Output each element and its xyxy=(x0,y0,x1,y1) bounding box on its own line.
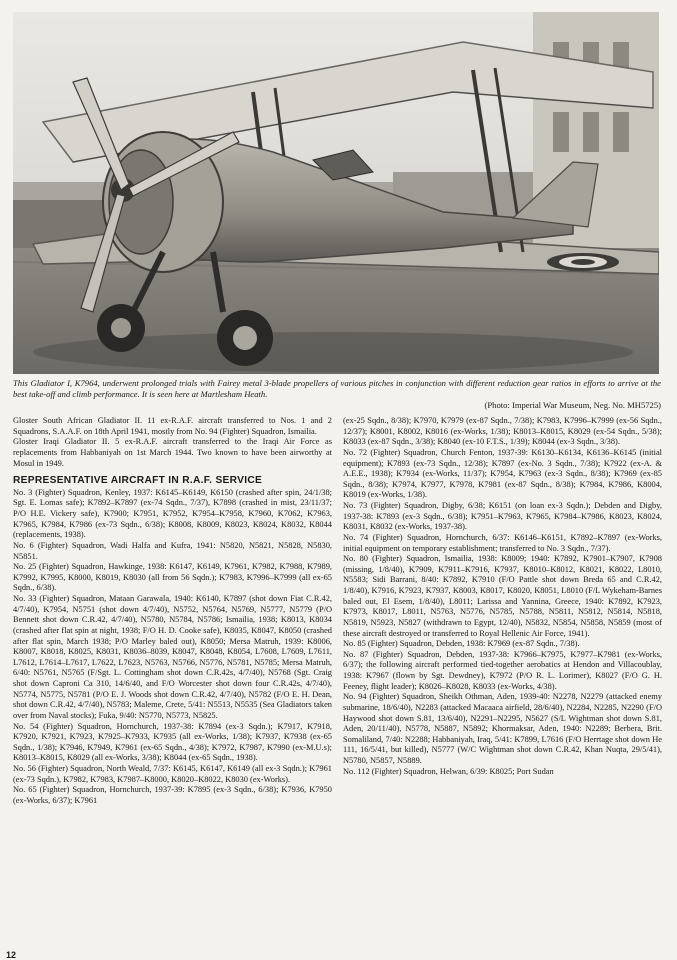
intro-paragraph-sa: Gloster South African Gladiator II. 11 ex-R.A.F. aircraft transferred to Nos. 1 and 2 Squadrons, S.A.A.F. on 18th April 1941, mostly from No. 94 (Fighter) Squadron, Ismailia. xyxy=(13,416,332,436)
squadron-entry: No. 74 (Fighter) Squadron, Hornchurch, 6/37: K6146–K6151, K7892–K7897 (ex-Works, initial equipment on temporary establishment; transferred to No. 3 Sqdn., 7/37). xyxy=(343,532,662,553)
squadron-entry: No. 87 (Fighter) Squadron, Debden, 1937-38: K7966–K7975, K7977–K7981 (ex-Works, 6/37); the following aircraft performed tied-together aerobatics at Hendon and Villacoublay, 1938: K7967 (flown by Sgt. Dewdney), K7972 (P/O R. L. Lorimer), K8027 (F/O G. H. Feeney, flight leader); K8026–K8028, K8033 (ex-Works, 4/38). xyxy=(343,649,662,691)
gladiator-illustration xyxy=(13,12,659,374)
squadron-entry: No. 73 (Fighter) Squadron, Digby, 6/38; K6151 (on loan ex-3 Sqdn.); Debden and Digby, 1937-38: K7893 (ex-3 Sqdn., 6/38); K7951–K7963, K7965, K7984–K7986, K8023, K8024, K8031, K8032 (ex-Works, 1937-38). xyxy=(343,501,662,532)
squadron-entry: No. 6 (Fighter) Squadron, Wadi Halfa and Kufra, 1941: N5820, N5821, N5828, N5830, N5851. xyxy=(13,540,332,561)
intro-paragraph-iraq: Gloster Iraqi Gladiator II. 5 ex-R.A.F. aircraft transferred to the Iraqi Air Force as replacements from Habbaniyah on 1st March 1944. Two known to have been airworthy at Mosul in 1949. xyxy=(13,437,332,468)
squadron-entry: No. 65 (Fighter) Squadron, Hornchurch, 1937-39: K7895 (ex-3 Sqdn., 6/38); K7936, K7950 (ex-Works, 6/37); K7961 xyxy=(13,785,332,805)
squadron-entry: No. 3 (Fighter) Squadron, Kenley, 1937: K6145–K6149, K6150 (crashed after spin, 24/1/38; Sgt. E. Lomas safe); K7892–K7897 (ex-74 Sqdn., 7/37), K7898 (crashed in mist, 23/11/37; P/O H.E. Vickery safe), K7900; K7951, K7952, K7954–K7958, K7960, K7062, K7963, K7965, K7984, K7986 (ex-73 Sqdn., 6/38); K8008, K8009, K8023, K8024, K8032, K8044 (replacements, 1938). xyxy=(13,487,332,540)
page-number: 12 xyxy=(6,950,17,960)
squadron-entry: No. 72 (Fighter) Squadron, Church Fenton, 1937-39: K6130–K6134, K6136–K6145 (initial equipment); K7893 (ex-73 Sqdn., 12/38); K7897 (ex-No. 3 Sqdn., 7/38); K7922 (ex-A. & A.E.E., 1938); K7934 (ex-Works, 11/37); K7954, K7963 (ex-3 Sqdn., 8/38); K7969 (ex-85 Sqdn., 8/38); K7974, K7977, K7978, K7981 (ex-87 Sqdn., 8/38); K7984, K7986, K8004, K8019 (ex-Works, 1/38). xyxy=(343,447,662,500)
photo-caption xyxy=(13,378,661,410)
squadron-entry: (ex-25 Sqdn., 8/38); K7970, K7979 (ex-87 Sqdn., 7/38); K7983, K7996–K7999 (ex-56 Sqdn., 12/37); K8001, K8002, K8016 (ex-Works, 1/38); K8013–K8015, K8029 (ex-54 Sqdn., 5/38); K8033 (ex-87 Sqdn., 3/38); K8040 (ex-10 F.T.S., 1/39); K8044 (ex-3 Sqdn., 3/38). xyxy=(343,416,662,447)
squadron-entry: No. 33 (Fighter) Squadron, Mataan Garawala, 1940: K6140, K7897 (shot down Fiat C.R.42, 4/7/40), K7954, N5751 (shot down 4/7/40), N5752, N5764, N5769, N5777, N5779 (P/O Bennett shot down C.R.42, 4/7/40), N5780, N5784, N5786; Ismailia, 1938; K8013, K8034 (crashed after flat spin at night, 1938; F/O H. D. Cooke safe), K8035, K8047, K8050 (crashed after flat spin, March 1938; P/O Marley baled out), K8050; Mersa Matruh, 1939: K8006, K8007, K8018, K8025, K8031, K8036–8039, K8047, K8048, K8054, L7608, L7609, L7611, L7612, L7614–L7617, L7622, L7623, N5763, N5766, N5776, N5781, N5785; Mersa Matruh, 6/40: N5761, N5765 (F/Sgt. L. Cottingham shot down C.R.42s, 4/7/40), N5768 (Sgt. Craig shot down Caproni Ca 310, 14/6/40, and F/O Worcester shot down four C.R.42s, 4/7/40), N5774, N5775, N5781 (P/O E. J. Woods shot down C.R.42, 4/7/40), N5782 (F/O E. H. Dean, shot down C.R.42, 4/7/40), N5783; Maleme, Crete, 5/41: N5513, N5535 (Sea Gladiators taken over from Naval stocks); Fuka, 9/40: N5770, N5773, N5825. xyxy=(13,594,332,720)
photo-credit: (Photo: Imperial War Museum, Neg. No. MH5725) xyxy=(484,399,661,410)
aircraft-photo xyxy=(13,12,659,374)
squadron-entry: No. 56 (Fighter) Squadron, North Weald, 7/37: K6145, K6147, K6149 (all ex-3 Sqdn.); K7961 (ex-73 Sqdn.), K7982, K7983, K7987–K8000, K8020–K8022, K8030 (ex-Works). xyxy=(13,764,332,784)
left-column xyxy=(13,416,332,807)
squadron-entry: No. 112 (Fighter) Squadron, Helwan, 6/39: K8025; Port Sudan xyxy=(343,766,554,776)
squadron-entry: No. 54 (Fighter) Squadron, Hornchurch, 1937-38: K7894 (ex-3 Sqdn.); K7917, K7918, K7920, K7921, K7923, K7925–K7933, K7935 (all ex-Works, 1/38); K7937, K7938 (ex-65 Sqdn., 1/38); K7946, K7949, K7961 (ex-65 Sqdn., 4/38); K7972, K7987, K7990 (ex-M.U.s); K8013–K8015, K8029 (all ex-Works, 3/38); K8044 (ex-65 Sqdn., 1938). xyxy=(13,721,332,763)
squadron-entry: No. 25 (Fighter) Squadron, Hawkinge, 1938: K6147, K6149, K7961, K7982, K7988, K7989, K7992, K7995, K8000, K8019, K8030 (all from 56 Sqdn.); K7983, K7996–K7999 (all ex-65 Sqdn., 6/38). xyxy=(13,562,332,593)
section-heading: REPRESENTATIVE AIRCRAFT IN R.A.F. SERVICE xyxy=(13,475,263,487)
squadron-entry: No. 94 (Fighter) Squadron, Sheikh Othman, Aden, 1939-40: N2278, N2279 (attacked enemy submarine, 18/6/40), N2283 (attacked Macaaca airfield, 28/6/40), N2284, N2285, N2290 (F/O Haywood shot down S.81, 13/6/40), N2291–N2295, N5627 (S/L Wightman shot down S.81, Aden, 20/11/40), N5778, N5887, N5892; Khormaksar, Aden, 1940: N2289; Berbera, Brit. Somaliland, 7/40: N2288; Habbaniyah, Iraq, 5/41: K7899, L7616 (F/O Herrtage shot down He 111, 16/5/41, but killed), N5777 (W/C Wightman shot down C.R.42, Khan Nuqta, 29/5/41), N5780, N5857, N5889. xyxy=(343,692,662,765)
squadron-entry: No. 80 (Fighter) Squadron, Ismailia, 1938: K8009; 1940: K7892, K7901–K7907, K7908 (missing, 1/8/40), K7909, K7911–K7916, K7937, K8010–K8012, K8021, K8022, L8010, N5583; Sidi Barrani, 8/40: K7892, K7910 (F/O Pattle shot down Breda 65 and C.R.42, 1/8/40), K7916, K7923, K7937, K8003, K8017, K8020, K8051, L8010 (F/L Wykeham-Barnes baled out, El Esem, 1/8/40), L8011; Larissa and Yannina, Greece, 1940: K7892, K7923, K7973, K8017, L8011, N5763, N5776, N5785, N5788, N5811, N5812, N5814, N5818, N5819, N5923, N5827 (withdrawn to Egypt, 12/40), N5832, N5854, N5858, N5859 (most of these aircraft destroyed or transferred to Royal Hellenic Air Force, 1941). xyxy=(343,554,662,638)
squadron-entry: No. 85 (Fighter) Squadron, Debden, 1938: K7969 (ex-87 Sqdn., 7/38). xyxy=(343,639,580,649)
right-column xyxy=(343,416,662,777)
caption-text: This Gladiator I, K7964, underwent prolonged trials with Fairey metal 3-blade propellers of various pitches in conjunction with different reduction gear ratios in efforts to arrive at the best take-off and climb performance. It is seen here at Martlesham Heath. xyxy=(13,378,661,399)
